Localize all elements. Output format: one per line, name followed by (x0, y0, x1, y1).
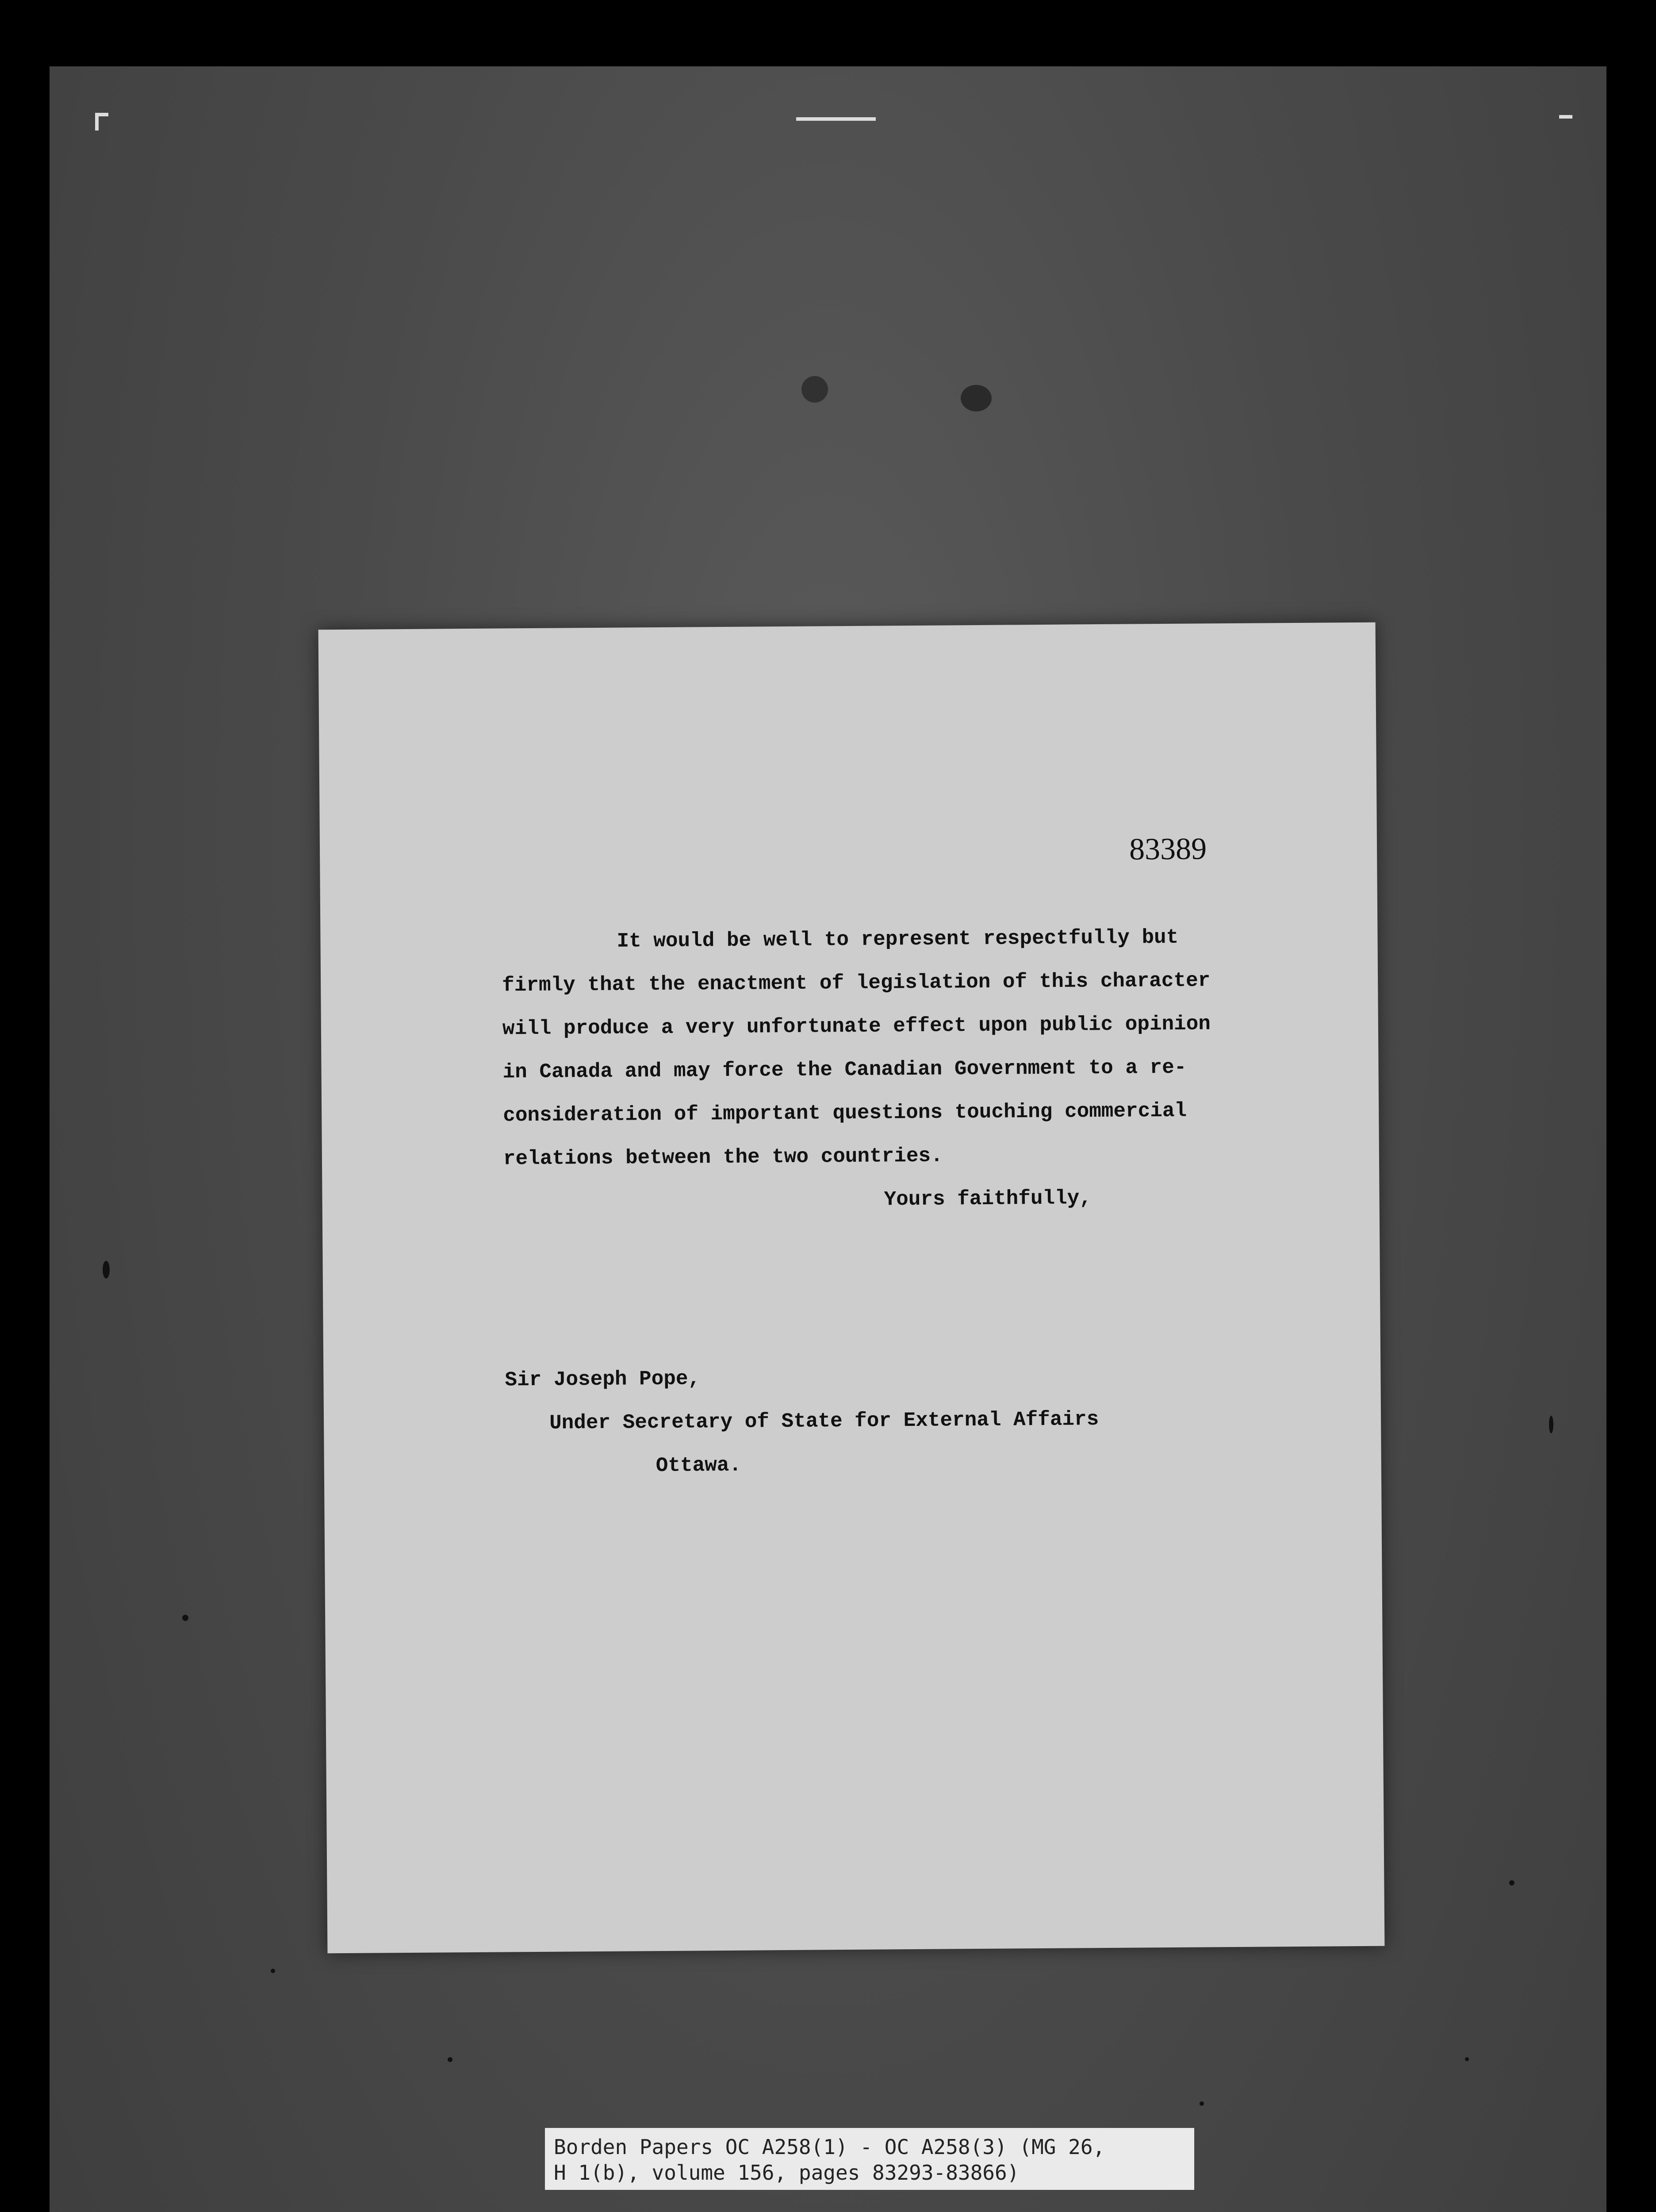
body-line-6: relations between the two countries. (503, 1144, 943, 1171)
film-blemish (801, 376, 828, 403)
crop-mark (1559, 115, 1572, 119)
body-line-3: will produce a very unfortunate effect upon public opinion (502, 1012, 1211, 1041)
closing-line: Yours faithfully, (884, 1187, 1092, 1211)
body-line-1: It would be well to represent respectfully but (617, 926, 1179, 953)
letter-page (318, 622, 1385, 1954)
film-speck (1465, 2057, 1469, 2061)
page-number: 83389 (1129, 832, 1207, 867)
recipient-title: Under Secretary of State for External Affairs (549, 1408, 1099, 1435)
caption-line-2: H 1(b), volume 156, pages 83293-83866) (554, 2161, 1020, 2185)
crop-mark (796, 117, 876, 121)
crop-mark (95, 113, 108, 116)
film-speck (182, 1615, 188, 1621)
caption-line-1: Borden Papers OC A258(1) - OC A258(3) (MG 26, (554, 2135, 1105, 2159)
film-speck (271, 1969, 275, 1973)
film-speck (103, 1261, 110, 1279)
film-speck (1549, 1416, 1553, 1433)
body-line-2: firmly that the enactment of legislation of this character (502, 969, 1211, 997)
film-speck (448, 2057, 452, 2062)
film-speck (1200, 2101, 1204, 2106)
archive-caption (545, 2128, 1194, 2190)
recipient-city: Ottawa. (656, 1453, 742, 1478)
film-speck (1509, 1880, 1514, 1886)
body-line-5: consideration of important questions touching commercial (503, 1099, 1187, 1127)
film-blemish (961, 385, 992, 411)
recipient-name: Sir Joseph Pope, (505, 1367, 701, 1392)
body-line-4: in Canada and may force the Canadian Government to a re- (502, 1056, 1187, 1084)
